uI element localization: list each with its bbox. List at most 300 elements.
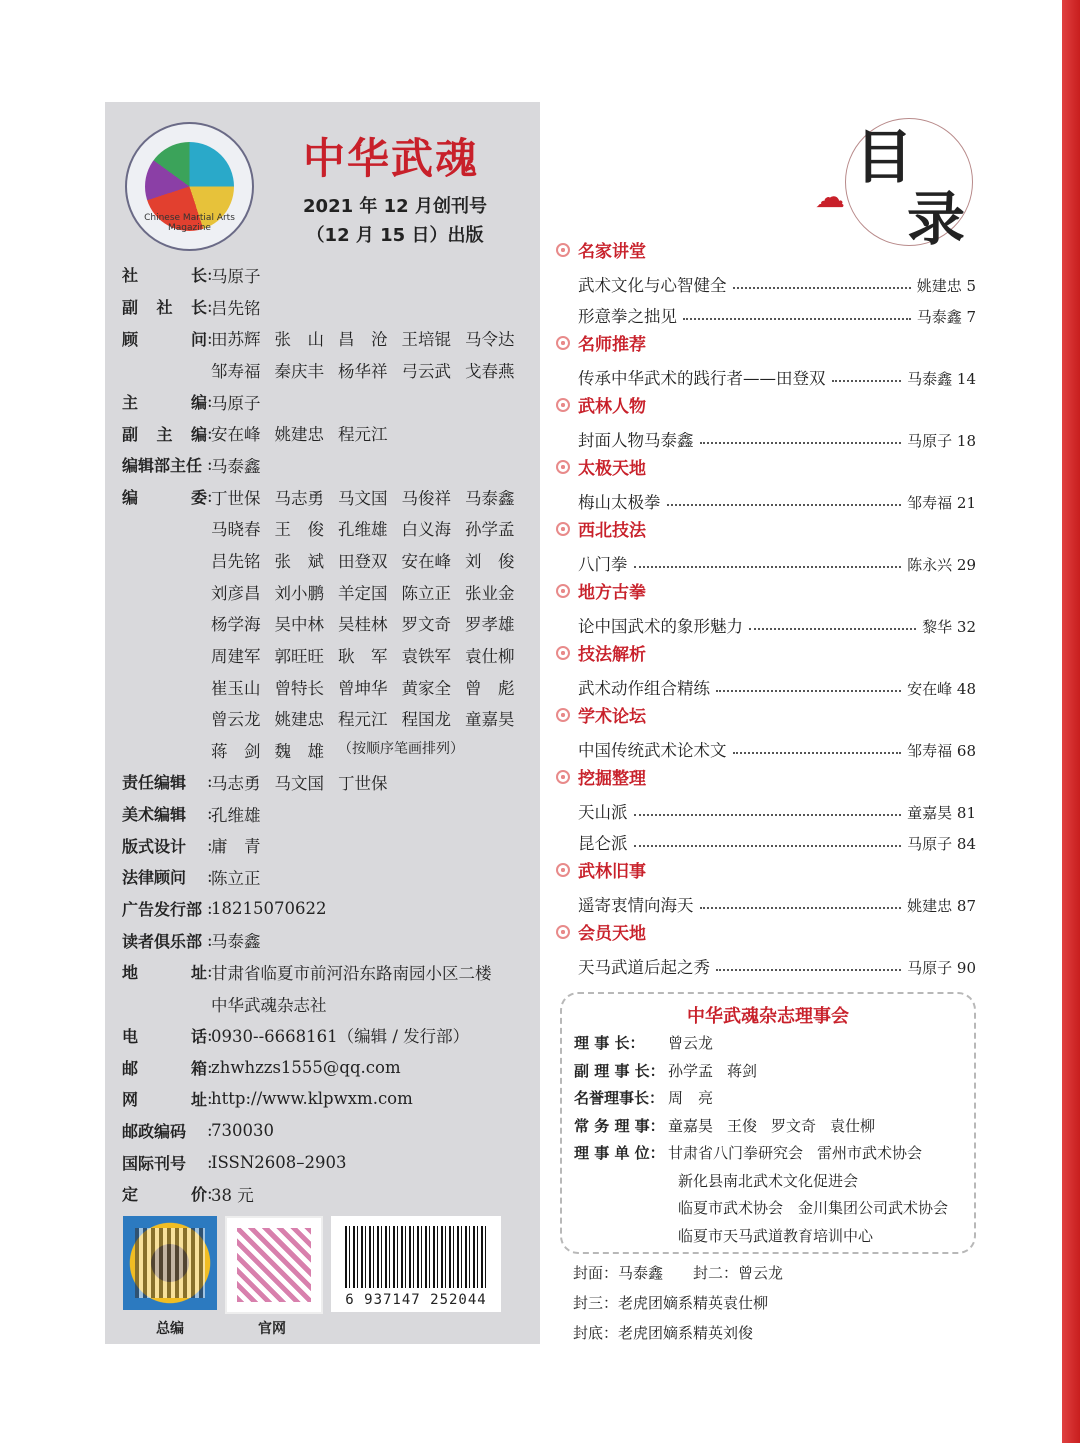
staff-row xyxy=(122,417,537,449)
staff-row xyxy=(122,861,537,893)
cover-credit: 封底：老虎团嫡系精英刘俊 xyxy=(573,1324,754,1342)
section-bullet-icon xyxy=(556,336,570,350)
staff-value: 张 斌 xyxy=(274,552,324,572)
staff-values xyxy=(211,326,529,350)
toc-entry-title: 天山派 xyxy=(578,803,628,822)
staff-label-char: 箱 xyxy=(190,1058,207,1078)
logo-ring-text: Chinese Martial Arts Magazine xyxy=(144,213,235,233)
staff-values xyxy=(211,358,529,382)
staff-row xyxy=(122,1146,537,1178)
toc-section-title: 名师推荐 xyxy=(578,335,646,355)
staff-value: 陈立正 xyxy=(211,868,261,888)
staff-label xyxy=(122,897,207,920)
staff-values xyxy=(211,390,275,414)
staff-row xyxy=(122,576,537,608)
toc-section-title: 会员天地 xyxy=(578,924,646,944)
barcode xyxy=(331,1216,501,1312)
staff-row xyxy=(122,671,537,703)
staff-colon: : xyxy=(207,1025,213,1045)
toc-entry-author-page: 邹寿福 68 xyxy=(907,742,976,760)
issue-date: 2021 年 12 月创刊号 xyxy=(303,196,487,217)
toc-leader-dots xyxy=(700,442,902,444)
staff-values xyxy=(211,548,529,572)
staff-value: zhwhzzs1555@qq.com xyxy=(211,1057,401,1077)
cover-credit-line xyxy=(573,1322,783,1343)
staff-row xyxy=(122,481,537,513)
barcode-bars-icon xyxy=(345,1226,487,1288)
toc-entry-title: 武术文化与心智健全 xyxy=(578,276,727,295)
toc-leader-dots xyxy=(634,814,902,816)
council-value: 袁仕柳 xyxy=(830,1116,876,1135)
toc-entry-author-page: 安在峰 48 xyxy=(907,680,976,698)
staff-values xyxy=(211,1058,415,1077)
staff-value: 安在峰 xyxy=(211,425,261,445)
staff-value: 杨华祥 xyxy=(338,361,388,381)
council-box xyxy=(560,992,976,1254)
staff-label-char: 定 xyxy=(122,1185,139,1205)
council-values xyxy=(668,1032,727,1053)
staff-value: 昌 沧 xyxy=(338,330,388,350)
staff-value: 袁仕柳 xyxy=(465,647,515,667)
staff-label-char: 顾 xyxy=(122,329,139,349)
toc-section xyxy=(556,699,976,730)
staff-row xyxy=(122,703,537,735)
staff-label xyxy=(122,1087,207,1110)
council-member-line: 临夏市武术协会 金川集团公司武术协会 xyxy=(678,1199,949,1217)
staff-colon: : xyxy=(207,772,213,792)
staff-value: 程国龙 xyxy=(401,710,451,730)
council-value: 周 亮 xyxy=(668,1089,714,1107)
staff-value: 秦庆丰 xyxy=(274,361,324,381)
staff-value: 马志勇 xyxy=(211,773,261,793)
staff-label-char: 话 xyxy=(190,1026,207,1046)
staff-colon: : xyxy=(207,867,213,887)
toc-section xyxy=(556,234,976,265)
staff-label-char: 国际刊号 xyxy=(122,1153,187,1173)
staff-value: 刘彦昌 xyxy=(211,583,261,603)
auspicious-cloud-icon: ☁ xyxy=(815,180,845,215)
council-row xyxy=(574,1142,936,1163)
staff-label-char: 编 xyxy=(190,393,207,413)
staff-label xyxy=(122,390,207,413)
toc-entry-author-page: 姚建忠 5 xyxy=(916,277,976,295)
staff-value: 郭旺旺 xyxy=(274,647,324,667)
toc-section-title: 太极天地 xyxy=(578,459,646,479)
staff-label-char: 主 xyxy=(122,393,139,413)
council-value: 曾云龙 xyxy=(668,1034,714,1052)
staff-label-char: 版式设计 xyxy=(122,836,187,856)
toc-entry-title: 武术动作组合精练 xyxy=(578,679,710,698)
staff-colon: : xyxy=(207,1152,213,1172)
staff-value: 张业金 xyxy=(465,583,515,603)
toc-entry-author-page: 邹寿福 21 xyxy=(907,494,976,512)
council-row xyxy=(574,1087,727,1108)
staff-value: 田苏辉 xyxy=(211,330,261,350)
contents-char-2: 录 xyxy=(907,185,966,253)
issue-info xyxy=(280,192,510,250)
council-label: 常 务 理 事： xyxy=(574,1116,665,1135)
staff-colon: : xyxy=(207,899,213,919)
staff-value: 王培锟 xyxy=(401,330,451,350)
council-row xyxy=(574,1115,889,1136)
staff-label xyxy=(122,422,207,445)
staff-label-char: 委 xyxy=(190,488,207,508)
staff-value: 甘肃省临夏市前河沿东路南园小区二楼 xyxy=(211,963,492,983)
staff-value: 程元江 xyxy=(338,710,388,730)
section-bullet-icon xyxy=(556,522,570,536)
staff-value: 袁铁军 xyxy=(401,647,451,667)
staff-values xyxy=(211,1182,268,1206)
toc-leader-dots xyxy=(716,690,901,692)
toc-entry-author-page: 马泰鑫 14 xyxy=(907,370,976,388)
toc-entry-author-page: 马原子 18 xyxy=(907,432,976,450)
staff-value: 吴中林 xyxy=(274,615,324,635)
council-label: 理 事 单 位： xyxy=(574,1144,665,1162)
staff-label xyxy=(122,1182,207,1205)
toc-entry[interactable] xyxy=(556,482,976,513)
staff-values xyxy=(211,833,275,857)
toc-entry[interactable] xyxy=(556,668,976,699)
staff-note: （按顺序笔画排列） xyxy=(338,741,464,758)
staff-row xyxy=(122,798,537,830)
staff-row xyxy=(122,1083,537,1115)
section-bullet-icon xyxy=(556,863,570,877)
staff-label-char: 长 xyxy=(190,266,207,286)
toc-entry[interactable] xyxy=(556,947,976,978)
toc-leader-dots xyxy=(634,845,902,847)
staff-list xyxy=(122,259,537,1210)
council-row xyxy=(574,1032,727,1053)
staff-label-char: 读者俱乐部 xyxy=(122,931,203,951)
toc-entry[interactable] xyxy=(556,792,976,823)
cover-credit-line xyxy=(573,1292,798,1313)
toc-entry-title: 梅山太极拳 xyxy=(578,493,661,512)
staff-label-char: 副 xyxy=(122,424,139,444)
staff-label-char: 编辑部主任 xyxy=(122,456,203,476)
staff-colon: : xyxy=(207,423,213,443)
staff-colon: : xyxy=(207,328,213,348)
section-bullet-icon xyxy=(556,646,570,660)
staff-colon: : xyxy=(207,1184,213,1204)
staff-row xyxy=(122,544,537,576)
staff-value: 姚建忠 xyxy=(274,710,324,730)
toc-entry-author-page: 姚建忠 87 xyxy=(907,897,976,915)
staff-value: 38 元 xyxy=(211,1185,254,1205)
toc-section-title: 武林旧事 xyxy=(578,862,646,882)
section-bullet-icon xyxy=(556,708,570,722)
toc-section-title: 学术论坛 xyxy=(578,707,646,727)
staff-label-char: 邮 xyxy=(122,1058,139,1078)
staff-value: 姚建忠 xyxy=(274,425,324,445)
official-site-qr-code[interactable] xyxy=(225,1216,323,1314)
staff-values xyxy=(211,453,275,477)
staff-value: 孙学孟 xyxy=(465,520,515,540)
staff-colon: : xyxy=(207,297,213,317)
staff-values xyxy=(211,706,529,730)
toc-entry[interactable] xyxy=(556,544,976,575)
staff-value: 弓云武 xyxy=(401,361,451,381)
staff-label-char: 编 xyxy=(190,424,207,444)
toc-entry-title: 封面人物马泰鑫 xyxy=(578,431,694,450)
toc-entry[interactable] xyxy=(556,265,976,296)
staff-value: 孔维雄 xyxy=(211,805,261,825)
staff-values xyxy=(211,1121,288,1140)
staff-label xyxy=(122,834,207,857)
chief-editor-qr-code[interactable] xyxy=(123,1216,217,1310)
staff-value: 戈春燕 xyxy=(465,361,515,381)
toc-section xyxy=(556,513,976,544)
staff-row xyxy=(122,513,537,545)
section-bullet-icon xyxy=(556,584,570,598)
staff-value: 蒋 剑 xyxy=(211,742,261,762)
staff-value: 田登双 xyxy=(338,552,388,572)
toc-section-title: 武林人物 xyxy=(578,397,646,417)
toc-entry[interactable] xyxy=(556,606,976,637)
council-values xyxy=(668,1087,727,1108)
staff-row xyxy=(122,354,537,386)
toc-section xyxy=(556,854,976,885)
staff-value: 丁世保 xyxy=(211,488,261,508)
staff-value: 邹寿福 xyxy=(211,361,261,381)
toc-leader-dots xyxy=(700,907,902,909)
staff-values xyxy=(211,643,529,667)
staff-value: 罗文奇 xyxy=(401,615,451,635)
staff-colon: : xyxy=(207,835,213,855)
staff-colon: : xyxy=(207,962,213,982)
cover-credit-line xyxy=(573,1262,813,1283)
council-values xyxy=(668,1060,771,1081)
staff-row xyxy=(122,1020,537,1052)
staff-value: 马泰鑫 xyxy=(465,488,515,508)
toc-entry-author-page: 马原子 84 xyxy=(907,835,976,853)
staff-colon: : xyxy=(207,487,213,507)
staff-label-char: 址 xyxy=(190,963,207,983)
cover-credit: 封面：马泰鑫 xyxy=(573,1264,664,1282)
toc-leader-dots xyxy=(832,380,902,382)
staff-value: 童嘉昊 xyxy=(465,710,515,730)
staff-value: 杨学海 xyxy=(211,615,261,635)
staff-label xyxy=(122,1024,207,1047)
staff-value: 马令达 xyxy=(465,330,515,350)
staff-label xyxy=(122,263,207,286)
staff-label-char: 地 xyxy=(122,963,139,983)
staff-label xyxy=(122,485,207,508)
staff-value: ISSN2608–2903 xyxy=(211,1152,347,1172)
staff-row xyxy=(122,291,537,323)
staff-label xyxy=(122,453,207,476)
staff-value: 程元江 xyxy=(338,425,388,445)
staff-label-char: 邮政编码 xyxy=(122,1121,187,1141)
council-member-line: 新化县南北武术文化促进会 xyxy=(678,1171,859,1190)
toc-leader-dots xyxy=(683,318,911,320)
staff-label-char: 社 xyxy=(122,266,139,286)
council-title: 中华武魂杂志理事会 xyxy=(687,1006,849,1027)
staff-row xyxy=(122,956,537,988)
staff-label xyxy=(122,929,207,952)
right-edge-bar xyxy=(1062,0,1080,1443)
staff-colon: : xyxy=(207,1057,213,1077)
staff-value: 吴桂林 xyxy=(338,615,388,635)
toc-entry[interactable] xyxy=(556,296,976,327)
staff-label-char: 美术编辑 xyxy=(122,805,187,825)
staff-value: 陈立正 xyxy=(401,583,451,603)
staff-row xyxy=(122,322,537,354)
staff-values xyxy=(211,928,275,952)
staff-label-char: 网 xyxy=(122,1090,139,1110)
staff-colon: : xyxy=(207,265,213,285)
toc-entry-title: 昆仑派 xyxy=(578,834,628,853)
staff-label-char: 价 xyxy=(190,1185,207,1205)
council-value: 罗文奇 xyxy=(771,1116,817,1135)
staff-values xyxy=(211,1023,483,1047)
toc-section xyxy=(556,327,976,358)
staff-values xyxy=(211,960,506,984)
staff-value: 羊定国 xyxy=(338,583,388,603)
toc-section xyxy=(556,916,976,947)
staff-colon: : xyxy=(207,455,213,475)
staff-value: 吕先铭 xyxy=(211,552,261,572)
staff-values xyxy=(211,1153,361,1172)
staff-label xyxy=(122,1151,207,1174)
council-label: 理 事 长： xyxy=(574,1034,645,1052)
toc-entry-title: 天马武道后起之秀 xyxy=(578,958,710,977)
staff-values xyxy=(211,865,275,889)
toc-section xyxy=(556,451,976,482)
table-of-contents xyxy=(556,234,976,978)
staff-value: 马晓春 xyxy=(211,520,261,540)
staff-label-char: 编 xyxy=(122,488,139,508)
toc-entry[interactable] xyxy=(556,420,976,451)
council-value: 蒋剑 xyxy=(727,1061,758,1080)
toc-entry[interactable] xyxy=(556,358,976,389)
staff-values xyxy=(211,770,402,794)
toc-entry[interactable] xyxy=(556,885,976,916)
staff-row xyxy=(122,829,537,861)
staff-label xyxy=(122,802,207,825)
staff-value: 罗孝雄 xyxy=(465,615,515,635)
staff-value: 18215070622 xyxy=(211,899,327,919)
staff-value: 730030 xyxy=(211,1120,274,1140)
staff-colon: : xyxy=(207,1120,213,1140)
toc-entry-title: 传承中华武术的践行者——田登双 xyxy=(578,369,826,388)
contents-char-1: 目 xyxy=(855,123,914,191)
toc-section-title: 技法解析 xyxy=(578,645,646,665)
staff-value: 崔玉山 xyxy=(211,678,261,698)
staff-values xyxy=(211,899,340,918)
staff-row xyxy=(122,386,537,418)
staff-label-char: 责任编辑 xyxy=(122,773,187,793)
staff-row xyxy=(122,639,537,671)
toc-entry-title: 论中国武术的象形魅力 xyxy=(578,617,743,636)
staff-value: 魏 雄 xyxy=(274,742,324,762)
toc-section-title: 名家讲堂 xyxy=(578,242,646,262)
staff-value: 马原子 xyxy=(211,266,261,286)
staff-value: 马志勇 xyxy=(274,488,324,508)
toc-section xyxy=(556,389,976,420)
staff-row xyxy=(122,734,537,766)
staff-values xyxy=(211,421,402,445)
staff-label-char: 社 xyxy=(156,298,173,318)
staff-values xyxy=(211,485,529,509)
staff-value: 曾云龙 xyxy=(211,710,261,730)
toc-leader-dots xyxy=(634,566,902,568)
staff-row xyxy=(122,1115,537,1147)
council-member-line: 临夏市天马武道教育培训中心 xyxy=(678,1226,874,1245)
toc-entry-title: 八门拳 xyxy=(578,555,628,574)
council-value: 孙学孟 xyxy=(668,1061,714,1080)
staff-values xyxy=(211,295,275,319)
magazine-logo xyxy=(125,122,254,251)
section-bullet-icon xyxy=(556,398,570,412)
qr-caption-official: 官网 xyxy=(258,1321,286,1337)
staff-values xyxy=(211,580,529,604)
staff-value: http://www.klpwxm.com xyxy=(211,1089,413,1109)
section-bullet-icon xyxy=(556,243,570,257)
council-label: 副 理 事 长： xyxy=(574,1061,665,1080)
staff-value: 安在峰 xyxy=(401,552,451,572)
staff-colon: : xyxy=(207,804,213,824)
staff-row xyxy=(122,988,537,1020)
staff-row xyxy=(122,893,537,925)
staff-label xyxy=(122,1056,207,1079)
toc-entry-author-page: 马泰鑫 7 xyxy=(916,308,976,326)
toc-entry-author-page: 马原子 90 xyxy=(907,959,976,977)
staff-row xyxy=(122,1051,537,1083)
staff-row xyxy=(122,259,537,291)
toc-entry-author-page: 童嘉昊 81 xyxy=(907,804,976,822)
staff-values xyxy=(211,738,478,762)
council-label: 名誉理事长： xyxy=(574,1089,665,1107)
toc-entry[interactable] xyxy=(556,823,976,854)
staff-value: 曾坤华 xyxy=(338,678,388,698)
staff-row xyxy=(122,924,537,956)
staff-row xyxy=(122,766,537,798)
qr-pattern-icon xyxy=(237,1228,311,1302)
staff-value: 刘小鹏 xyxy=(274,583,324,603)
staff-label-char: 广告发行部 xyxy=(122,900,203,920)
toc-leader-dots xyxy=(733,287,911,289)
staff-value: 马俊祥 xyxy=(401,488,451,508)
staff-value: 白义海 xyxy=(401,520,451,540)
staff-row xyxy=(122,608,537,640)
council-value: 童嘉昊 xyxy=(668,1116,714,1135)
toc-leader-dots xyxy=(716,969,901,971)
staff-value: 马文国 xyxy=(274,773,324,793)
staff-values xyxy=(211,516,529,540)
toc-section xyxy=(556,575,976,606)
toc-section xyxy=(556,637,976,668)
staff-colon: : xyxy=(207,392,213,412)
toc-entry[interactable] xyxy=(556,730,976,761)
staff-value: 王 俊 xyxy=(274,520,324,540)
staff-value: 张 山 xyxy=(274,330,324,350)
toc-entry-title: 中国传统武术论术文 xyxy=(578,741,727,760)
toc-section-title: 地方古拳 xyxy=(578,583,646,603)
staff-values xyxy=(211,611,529,635)
staff-label xyxy=(122,770,207,793)
staff-value: 马泰鑫 xyxy=(211,456,261,476)
section-bullet-icon xyxy=(556,460,570,474)
staff-label xyxy=(122,1119,207,1142)
staff-value: 周建军 xyxy=(211,647,261,667)
council-row xyxy=(574,1060,771,1081)
toc-section-title: 挖掘整理 xyxy=(578,769,646,789)
toc-section xyxy=(556,761,976,792)
staff-value: 吕先铭 xyxy=(211,298,261,318)
staff-value: 耿 军 xyxy=(338,647,388,667)
staff-value: 中华武魂杂志社 xyxy=(211,995,327,1015)
staff-colon: : xyxy=(207,930,213,950)
